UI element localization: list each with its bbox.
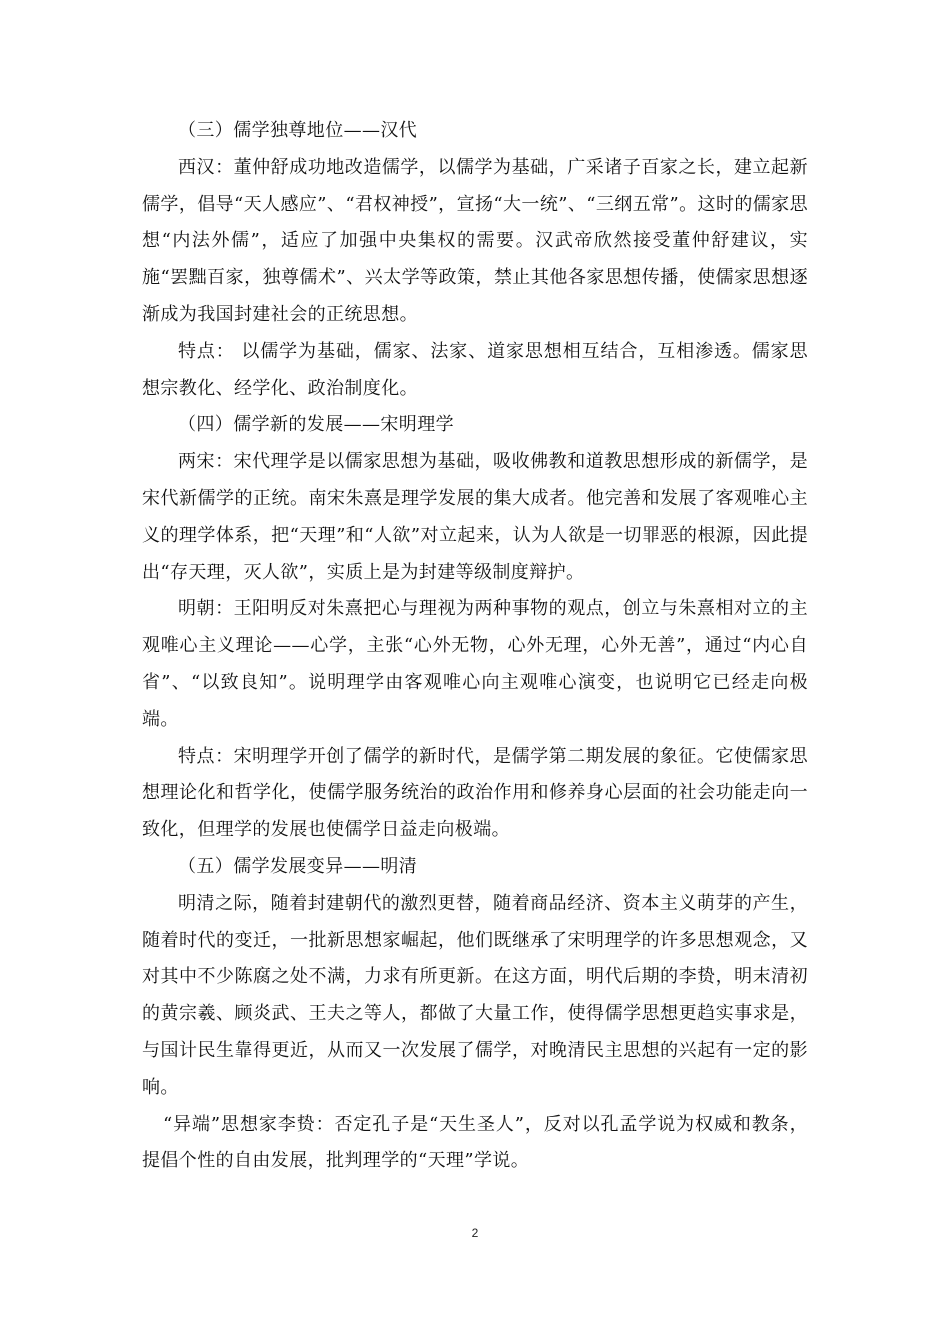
section-heading-ming-qing: （五）儒学发展变异——明清 [178, 855, 418, 877]
paragraph-song-ming-features: 特点：宋明理学开创了儒学的新时代，是儒学第二期发展的象征。它使儒家思想理论化和哲学化，使儒学服务统治的政治作用和修养身心层面的社会功能走向一致化，但理学的发展也使儒学日益走向极端。 [142, 745, 808, 841]
section-heading-song-ming: （四）儒学新的发展——宋明理学 [178, 414, 454, 436]
paragraph-song: 两宋：宋代理学是以儒家思想为基础，吸收佛教和道教思想形成的新儒学，是宋代新儒学的正统。南宋朱熹是理学发展的集大成者。他完善和发展了客观唯心主义的理学体系，把“天理”和“人欲”对立起来，认为人欲是一切罪恶的根源，因此提出“存天理，灭人欲”，实质上是为封建等级制度辩护。 [142, 451, 808, 583]
document-body [142, 113, 808, 1180]
paragraph-li-zhi: “异端”思想家李贽：否定孔子是“天生圣人”，反对以孔孟学说为权威和教条，提倡个性的自由发展，批判理学的“天理”学说。 [142, 1113, 808, 1172]
paragraph-han-features: 特点： 以儒学为基础，儒家、法家、道家思想相互结合，互相渗透。儒家思想宗教化、经学化、政治制度化。 [142, 340, 808, 399]
paragraph-western-han: 西汉：董仲舒成功地改造儒学，以儒学为基础，广采诸子百家之长，建立起新儒学，倡导“天人感应”、“君权神授”，宣扬“大一统”、“三纲五常”。这时的儒家思想“内法外儒”，适应了加强中央集权的需要。汉武帝欣然接受董仲舒建议，实施“罢黜百家，独尊儒术”、兴太学等政策，禁止其他各家思想传播，使儒家思想逐渐成为我国封建社会的正统思想。 [142, 156, 808, 325]
paragraph-ming: 明朝：王阳明反对朱熹把心与理视为两种事物的观点，创立与朱熹相对立的主观唯心主义理论——心学，主张“心外无物，心外无理，心外无善”，通过“内心自省”、“以致良知”。说明理学由客观唯心向主观唯心演变，也说明它已经走向极端。 [142, 598, 808, 730]
section-heading-han: （三）儒学独尊地位——汉代 [178, 120, 418, 141]
page-number: 2 [471, 1226, 479, 1240]
paragraph-ming-qing: 明清之际，随着封建朝代的激烈更替，随着商品经济、资本主义萌芽的产生，随着时代的变迁，一批新思想家崛起，他们既继承了宋明理学的许多思想观念，又对其中不少陈腐之处不满，力求有所更新。在这方面，明代后期的李贽，明末清初的黄宗羲、顾炎武、王夫之等人，都做了大量工作，使得儒学思想更趋实事求是，与国计民生靠得更近，从而又一次发展了儒学，对晚清民主思想的兴起有一定的影响。 [142, 892, 808, 1098]
